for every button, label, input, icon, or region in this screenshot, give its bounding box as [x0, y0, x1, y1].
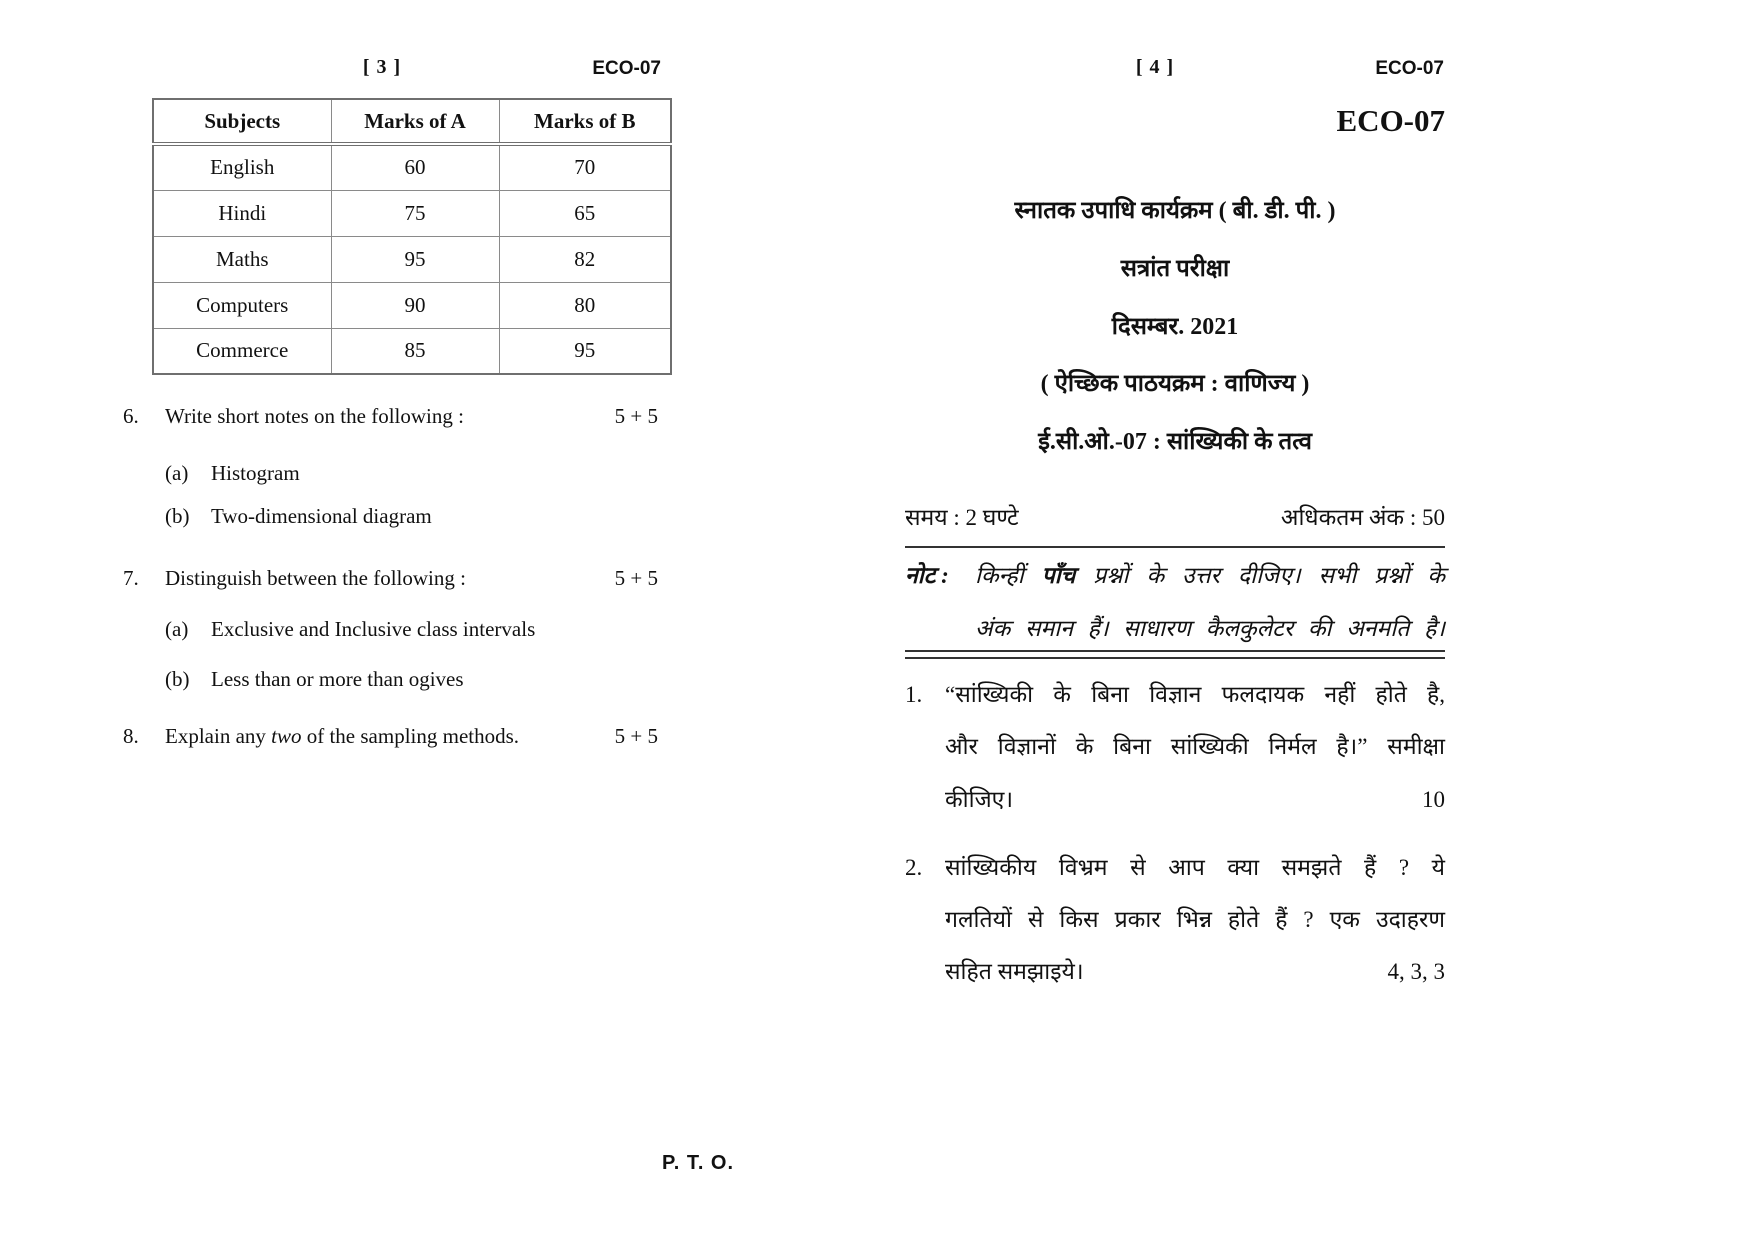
time-allowed: समय : 2 घण्टे: [905, 505, 1019, 530]
question-8: [123, 724, 658, 748]
hindi-question-2-number: 2.: [905, 855, 923, 880]
cell-marks-b: 80: [499, 282, 671, 328]
question-7a: [165, 617, 635, 641]
question-8-text: [165, 724, 519, 748]
left-header-course-code: ECO-07: [592, 58, 661, 79]
pto-footer: P. T. O.: [661, 1152, 735, 1174]
right-header-course-code: ECO-07: [1375, 58, 1444, 79]
col-header-marks-b: Marks of B: [499, 99, 671, 144]
table-row: [153, 144, 671, 190]
cell-marks-a: 75: [331, 190, 499, 236]
hindi-question-2-line2: गलतियों से किस प्रकार भिन्न होते हैं ? एक उदाहरण: [945, 907, 1445, 932]
hindi-question-2-text1: सांख्यिकीय विभ्रम से आप क्या समझते हैं ? ये: [945, 855, 1445, 880]
question-6-marks: 5 + 5: [614, 404, 658, 428]
note-line1-bold: पाँच: [1041, 563, 1076, 588]
question-7b-text: Less than or more than ogives: [211, 667, 464, 691]
program-heading: स्नातक उपाधि कार्यक्रम ( बी. डी. पी. ): [1014, 198, 1336, 224]
note-text-line1: [975, 560, 1445, 592]
hindi-question-2-text3: सहित समझाइये।: [945, 959, 1084, 984]
question-7-number: 7.: [123, 566, 139, 590]
hindi-question-1-text3: कीजिए।: [945, 787, 1014, 812]
single-rule: [905, 546, 1445, 548]
cell-marks-a: 60: [331, 144, 499, 190]
hindi-question-1-text1: “सांख्यिकी के बिना विज्ञान फलदायक नहीं होते है,: [945, 682, 1445, 707]
question-6-text: Write short notes on the following :: [165, 404, 464, 428]
question-7b-label: (b): [165, 667, 190, 691]
subject-heading: ई.सी.ओ.-07 : सांख्यिकी के तत्व: [1038, 429, 1312, 455]
col-header-subjects: Subjects: [153, 99, 331, 144]
table-row: [153, 328, 671, 374]
table-header-row: [153, 99, 671, 144]
note-block-line1: [905, 560, 1445, 592]
cell-marks-b: 70: [499, 144, 671, 190]
hindi-question-2-marks: 4, 3, 3: [1387, 959, 1445, 984]
question-6a-label: (a): [165, 461, 189, 485]
note-line1-post: प्रश्नों के उत्तर दीजिए। सभी प्रश्नों के: [1075, 563, 1446, 588]
cell-subject: English: [153, 144, 331, 190]
hindi-question-1-line2: और विज्ञानों के बिना सांख्यिकी निर्मल है।” समीक्षा: [945, 734, 1445, 759]
question-6b-text: Two-dimensional diagram: [211, 504, 432, 528]
cell-subject: Maths: [153, 236, 331, 282]
left-page-number: [ 3 ]: [362, 56, 402, 78]
note-label: नोट :: [905, 563, 949, 588]
hindi-question-1-line3: [945, 783, 1445, 816]
question-6: [123, 404, 658, 428]
hindi-question-2-line3: [945, 955, 1445, 988]
question-7a-text: Exclusive and Inclusive class intervals: [211, 617, 536, 641]
exam-heading: सत्रांत परीक्षा: [1120, 256, 1230, 282]
question-8-text-post: of the sampling methods.: [301, 724, 520, 748]
course-type-heading: ( ऐच्छिक पाठयक्रम : वाणिज्य ): [1040, 371, 1310, 397]
question-7a-label: (a): [165, 617, 189, 641]
double-rule: [905, 650, 1445, 659]
question-8-number: 8.: [123, 724, 139, 748]
question-6b: [165, 504, 635, 528]
cell-marks-a: 85: [331, 328, 499, 374]
cell-marks-a: 90: [331, 282, 499, 328]
marks-table: [152, 98, 672, 375]
question-7-marks: 5 + 5: [614, 566, 658, 590]
date-heading: दिसम्बर. 2021: [1111, 314, 1239, 340]
question-6a-text: Histogram: [211, 461, 300, 485]
right-page-number: [ 4 ]: [1135, 56, 1175, 78]
cell-subject: Computers: [153, 282, 331, 328]
hindi-question-1-line1: [905, 678, 1445, 711]
hindi-question-1-number: 1.: [905, 682, 923, 707]
cell-marks-b: 65: [499, 190, 671, 236]
question-6b-label: (b): [165, 504, 190, 528]
col-header-marks-a: Marks of A: [331, 99, 499, 144]
paper-title: ECO-07: [1336, 103, 1445, 138]
cell-marks-b: 95: [499, 328, 671, 374]
note-text-line2: अंक समान हैं। साधारण कैलकुलेटर की अनमति है।: [975, 616, 1445, 641]
note-line1-pre: किन्हीं: [975, 563, 1042, 588]
question-7-text: Distinguish between the following :: [165, 566, 466, 590]
hindi-question-2-line1: [905, 851, 1445, 884]
question-6a: [165, 461, 635, 485]
question-7: [123, 566, 658, 590]
question-8-text-italic: two: [271, 724, 302, 748]
exam-meta-row: [905, 500, 1445, 532]
cell-subject: Commerce: [153, 328, 331, 374]
hindi-question-1-marks: 10: [1422, 787, 1445, 812]
table-row: [153, 190, 671, 236]
table-row: [153, 236, 671, 282]
question-8-marks: 5 + 5: [614, 724, 658, 748]
cell-marks-b: 82: [499, 236, 671, 282]
cell-subject: Hindi: [153, 190, 331, 236]
question-6-number: 6.: [123, 404, 139, 428]
cell-marks-a: 95: [331, 236, 499, 282]
question-8-text-pre: Explain any: [165, 724, 272, 748]
maximum-marks: अधिकतम अंक : 50: [1280, 505, 1445, 530]
table-row: [153, 282, 671, 328]
question-7b: [165, 667, 635, 691]
